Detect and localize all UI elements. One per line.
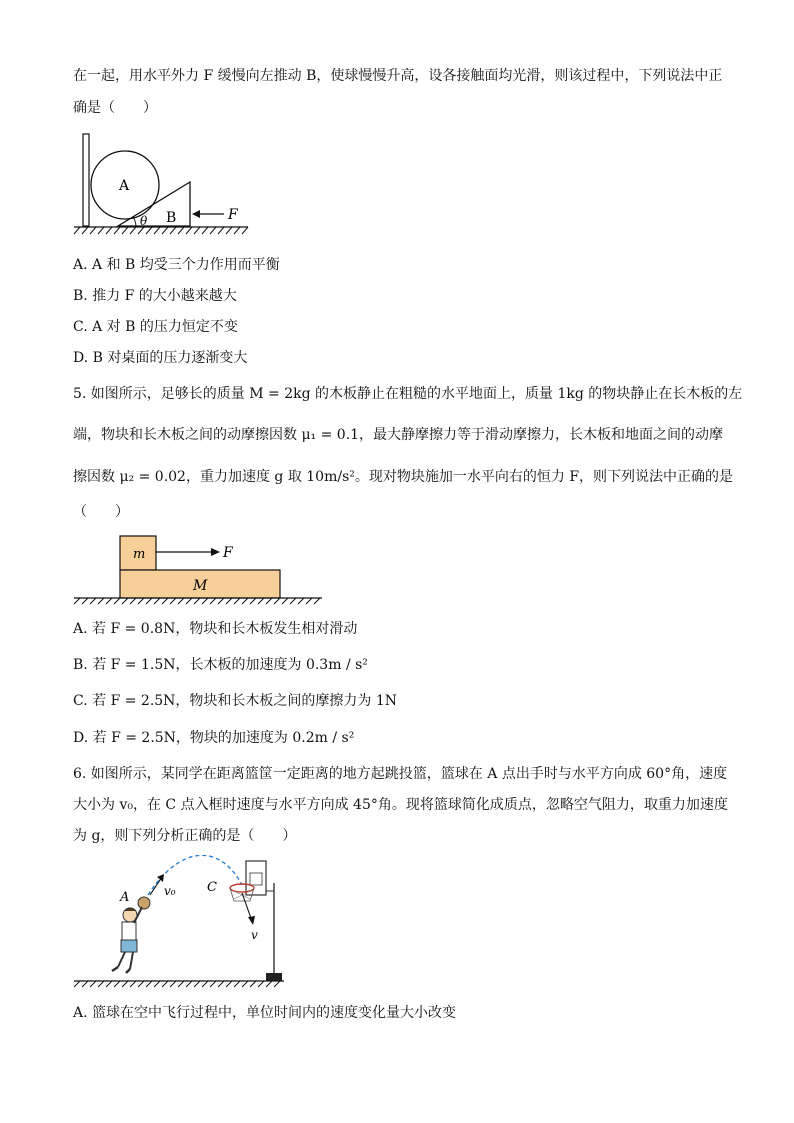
q4-figure [70,130,280,240]
wall [83,134,89,226]
v-arrowhead [248,916,255,925]
label-big-m: M [193,578,208,594]
label-b: B [166,210,177,226]
theta-arc [133,217,136,226]
ground-hatch [74,598,320,604]
q6-figure [70,855,310,990]
label-c: C [207,880,217,895]
ground-hatch [74,981,280,987]
label-f: F [228,207,238,223]
q5-stem-line4: （ ） [73,504,129,520]
force-arrowhead [192,210,200,218]
backboard [246,861,266,895]
ball-a [138,897,150,909]
q5-stem-line3: 擦因数 μ₂ = 0.02，重力加速度 g 取 10m/s²。现对物块施加一水平向右的恒力 F，则下列说法中正确的是 [73,469,734,485]
label-a: A [119,178,130,194]
q4-stem-line1: 在一起，用水平外力 F 缓慢向左推动 B，使球慢慢升高，设各接触面均光滑，则该过程中，下列说法中正 [73,68,723,84]
q5-stem-line1: 5. 如图所示，足够长的质量 M = 2kg 的木板静止在粗糙的水平地面上，质量 1kg 的物块静止在长木板的左 [73,386,743,402]
label-v: v [251,928,258,942]
label-v0: v₀ [164,884,176,898]
q4-option-d: D. B 对桌面的压力逐渐变大 [73,350,248,366]
label-a: A [120,890,130,905]
q5-option-b: B. 若 F = 1.5N，长木板的加速度为 0.3m / s² [73,657,368,673]
q6-option-a: A. 篮球在空中飞行过程中，单位时间内的速度变化量大小改变 [73,1005,457,1021]
q5-option-c: C. 若 F = 2.5N，物块和长木板之间的摩擦力为 1N [73,693,398,709]
q4-option-c: C. A 对 B 的压力恒定不变 [73,319,238,335]
q5-figure [70,532,330,612]
q4-option-b: B. 推力 F 的大小越来越大 [73,288,237,304]
v0-arrow [150,877,162,895]
q5-option-a: A. 若 F = 0.8N，物块和长木板发生相对滑动 [73,621,358,637]
player [112,907,142,973]
q4-stem-line2: 确是（ ） [73,100,157,116]
label-theta: θ [140,214,148,228]
force-arrowhead [211,548,220,556]
q5-stem-line2: 端，物块和长木板之间的动摩擦因数 μ₁ = 0.1，最大静摩擦力等于滑动摩擦力，长木板和地面之间的动摩 [73,427,724,443]
q5-option-d: D. 若 F = 2.5N，物块的加速度为 0.2m / s² [73,730,355,746]
pole-base [266,973,282,981]
label-f: F [223,545,233,561]
ground-hatch [74,227,248,234]
q6-stem-line1: 6. 如图所示，某同学在距离篮筐一定距离的地方起跳投篮，篮球在 A 点出手时与水平方向成 60°角，速度 [73,766,728,782]
label-m: m [133,547,146,562]
q6-stem-line3: 为 g，则下列分析正确的是（ ） [73,828,297,844]
q6-stem-line2: 大小为 v₀，在 C 点入框时速度与水平方向成 45°角。现将篮球简化成质点，忽略空气阻力，取重力加速度 [73,797,728,813]
q4-option-a: A. A 和 B 均受三个力作用而平衡 [73,257,280,273]
